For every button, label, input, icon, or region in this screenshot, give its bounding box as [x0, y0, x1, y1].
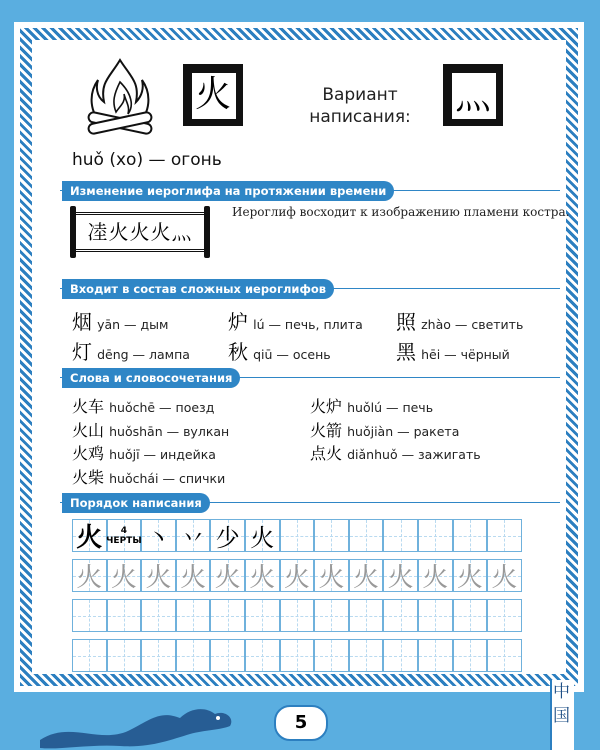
- word-item: 火柴 huǒchái — спички: [72, 468, 226, 487]
- practice-cell[interactable]: [349, 639, 384, 672]
- compound-item: 炉 lú — печь, плита: [228, 310, 363, 334]
- stroke-order-row: [72, 519, 522, 552]
- variant-hanzi-box: [443, 64, 503, 126]
- practice-cell[interactable]: [176, 599, 211, 632]
- practice-cell[interactable]: [280, 639, 315, 672]
- trace-cell[interactable]: 火: [107, 559, 142, 592]
- practice-cell[interactable]: [210, 639, 245, 672]
- trace-cell[interactable]: 火: [176, 559, 211, 592]
- practice-cell[interactable]: [141, 599, 176, 632]
- practice-cell[interactable]: [453, 599, 488, 632]
- practice-cell[interactable]: [176, 639, 211, 672]
- practice-cell[interactable]: [245, 599, 280, 632]
- grid-cell: 火: [72, 519, 107, 552]
- practice-cell[interactable]: [349, 599, 384, 632]
- trace-cell[interactable]: 火: [280, 559, 315, 592]
- section-title-compounds: Входит в состав сложных иероглифов: [62, 279, 334, 299]
- practice-cell[interactable]: [453, 639, 488, 672]
- evolution-description: Иероглиф восходит к изображению пламени костра.: [232, 205, 570, 219]
- practice-cell[interactable]: [383, 599, 418, 632]
- practice-cell[interactable]: [418, 599, 453, 632]
- grid-cell: [487, 519, 522, 552]
- practice-cell[interactable]: [245, 639, 280, 672]
- practice-cell[interactable]: [141, 639, 176, 672]
- compound-item: 照 zhào — светить: [396, 310, 524, 334]
- practice-cell[interactable]: [487, 639, 522, 672]
- practice-cell[interactable]: [72, 639, 107, 672]
- practice-cell[interactable]: [72, 599, 107, 632]
- campfire-icon: [80, 52, 160, 142]
- trace-cell[interactable]: 火: [453, 559, 488, 592]
- practice-cell[interactable]: [383, 639, 418, 672]
- practice-cell[interactable]: [210, 599, 245, 632]
- practice-row: [72, 599, 522, 632]
- word-item: 点火 diǎnhuǒ — зажигать: [310, 444, 481, 463]
- grid-cell: [349, 519, 384, 552]
- practice-row: [72, 639, 522, 672]
- trace-cell[interactable]: 火: [383, 559, 418, 592]
- trace-cell[interactable]: 火: [245, 559, 280, 592]
- compound-item: 灯 dēng — лампа: [72, 340, 190, 364]
- word-item: 火炉 huǒlú — печь: [310, 397, 434, 416]
- grid-cell: 丷: [176, 519, 211, 552]
- compound-item: 秋 qiū — осень: [228, 340, 331, 364]
- word-item: 火车 huǒchē — поезд: [72, 397, 215, 416]
- practice-cell[interactable]: [280, 599, 315, 632]
- word-item: 火山 huǒshān — вулкан: [72, 421, 230, 440]
- section-title-order: Порядок написания: [62, 493, 210, 513]
- pinyin-meaning: huǒ (хо) — огонь: [72, 150, 222, 170]
- word-item: 火箭 huǒjiàn — ракета: [310, 421, 460, 440]
- dragon-icon: [40, 700, 240, 750]
- grid-cell: [383, 519, 418, 552]
- practice-cell[interactable]: [107, 599, 142, 632]
- trace-cell[interactable]: 火: [210, 559, 245, 592]
- trace-cell[interactable]: 火: [418, 559, 453, 592]
- main-hanzi-box: [183, 64, 243, 126]
- practice-cell[interactable]: [107, 639, 142, 672]
- evolution-glyphs: 㓐火火火灬: [87, 220, 193, 244]
- grid-cell: 火: [245, 519, 280, 552]
- grid-cell: [314, 519, 349, 552]
- trace-cell[interactable]: 火: [141, 559, 176, 592]
- trace-cell[interactable]: 火: [72, 559, 107, 592]
- grid-cell: [280, 519, 315, 552]
- stroke-count-cell: [107, 519, 142, 552]
- grid-cell: [453, 519, 488, 552]
- section-title-words: Слова и словосочетания: [62, 368, 240, 388]
- page-number: 5: [274, 705, 328, 741]
- variant-hanzi: 灬: [454, 76, 491, 117]
- stroke-count-label: ЧЕРТЫ: [106, 535, 142, 546]
- section-title-evolution: Изменение иероглифа на протяжении времени: [62, 181, 394, 201]
- stroke-count-number: 4: [120, 525, 128, 536]
- practice-cell[interactable]: [314, 639, 349, 672]
- word-item: 火鸡 huǒjī — индейка: [72, 444, 216, 463]
- grid-cell: 丶: [141, 519, 176, 552]
- grid-cell: [418, 519, 453, 552]
- practice-cell[interactable]: [487, 599, 522, 632]
- trace-row: [72, 559, 522, 592]
- grid-cell: 少: [210, 519, 245, 552]
- variant-label: Вариант написания:: [309, 85, 411, 127]
- practice-cell[interactable]: [418, 639, 453, 672]
- trace-cell[interactable]: 火: [349, 559, 384, 592]
- evolution-scroll: [70, 206, 210, 258]
- practice-cell[interactable]: [314, 599, 349, 632]
- side-hanzi: 中国: [553, 682, 570, 726]
- trace-cell[interactable]: 火: [487, 559, 522, 592]
- main-hanzi: 火: [194, 74, 231, 115]
- compound-item: 黑 hēi — чёрный: [396, 340, 510, 364]
- trace-cell[interactable]: 火: [314, 559, 349, 592]
- compound-item: 烟 yān — дым: [72, 310, 169, 334]
